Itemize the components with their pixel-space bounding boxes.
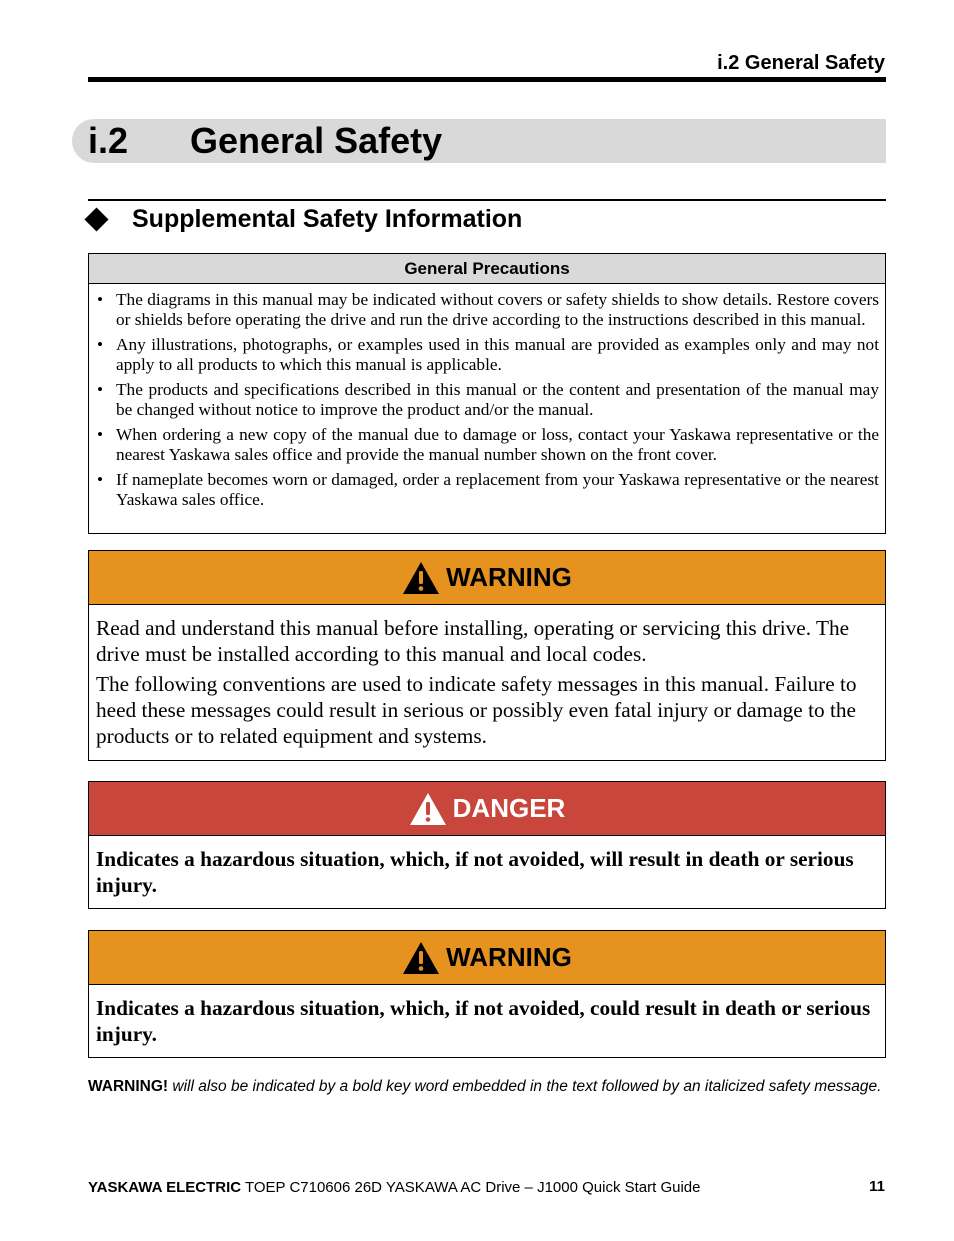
note-text: will also be indicated by a bold key word embedded in the text followed by an italicized safety message.: [168, 1078, 882, 1095]
warning-triangle-icon: [402, 941, 440, 975]
page-number: 11: [869, 1178, 885, 1195]
header-rule: [88, 77, 886, 82]
diamond-bullet-icon: [84, 207, 108, 231]
section-title: General Safety: [190, 120, 443, 161]
warning-body: [89, 605, 885, 749]
note-keyword: WARNING!: [88, 1078, 169, 1095]
running-header: i.2 General Safety: [717, 52, 885, 74]
danger-header: [89, 782, 885, 836]
danger-body: [89, 836, 885, 898]
danger-box: [88, 781, 886, 909]
list-item: • When ordering a new copy of the manual due to damage or loss, contact your Yaskawa representative or the nearest Yaskawa sales office and provide the manual number shown on the front cover.: [95, 425, 879, 464]
section-number: i.2: [88, 120, 129, 161]
warning-box-intro: [88, 550, 886, 761]
warning-label: WARNING: [446, 562, 572, 592]
precautions-list: [89, 284, 885, 509]
warning-paragraph: Indicates a hazardous situation, which, if not avoided, could result in death or serious injury.: [96, 996, 871, 1046]
general-precautions-box: [88, 253, 886, 534]
footer-doc-title: TOEP C710606 26D YASKAWA AC Drive – J1000 Quick Start Guide: [241, 1179, 701, 1196]
list-item: • If nameplate becomes worn or damaged, order a replacement from your Yaskawa representative or the nearest Yaskawa sales office.: [95, 470, 879, 509]
warning-paragraph: Read and understand this manual before installing, operating or servicing this drive. The drive must be installed according to this manual and local codes.: [96, 616, 850, 666]
warning-paragraph: The following conventions are used to indicate safety messages in this manual. Failure to heed these messages could result in serious or possibly even fatal injury or damage to the products or to related equipment and systems.: [96, 672, 857, 748]
warning-body: [89, 985, 885, 1047]
safety-note: [88, 1078, 888, 1095]
footer-doc-info: [88, 1179, 700, 1196]
list-item: • The diagrams in this manual may be indicated without covers or safety shields to show details. Restore covers or shields before operating the drive and run the drive according to the instructions described in this manual.: [95, 290, 879, 329]
list-item: • Any illustrations, photographs, or examples used in this manual are provided as examples only and may not apply to all products to which this manual is applicable.: [95, 335, 879, 374]
warning-triangle-icon: [402, 561, 440, 595]
danger-triangle-icon: [409, 792, 447, 826]
subsection-title: Supplemental Safety Information: [132, 205, 523, 233]
warning-box-definition: [88, 930, 886, 1058]
footer-company: YASKAWA ELECTRIC: [88, 1179, 242, 1196]
subsection-rule: [88, 199, 886, 201]
warning-header: [89, 931, 885, 985]
general-precautions-heading: General Precautions: [89, 254, 885, 284]
warning-label: WARNING: [446, 942, 572, 972]
danger-paragraph: Indicates a hazardous situation, which, if not avoided, will result in death or serious injury.: [96, 847, 854, 897]
warning-header: [89, 551, 885, 605]
danger-label: DANGER: [452, 793, 566, 823]
list-item: • The products and specifications described in this manual or the content and presentation of the manual may be changed without notice to improve the product and/or the manual.: [95, 380, 879, 419]
